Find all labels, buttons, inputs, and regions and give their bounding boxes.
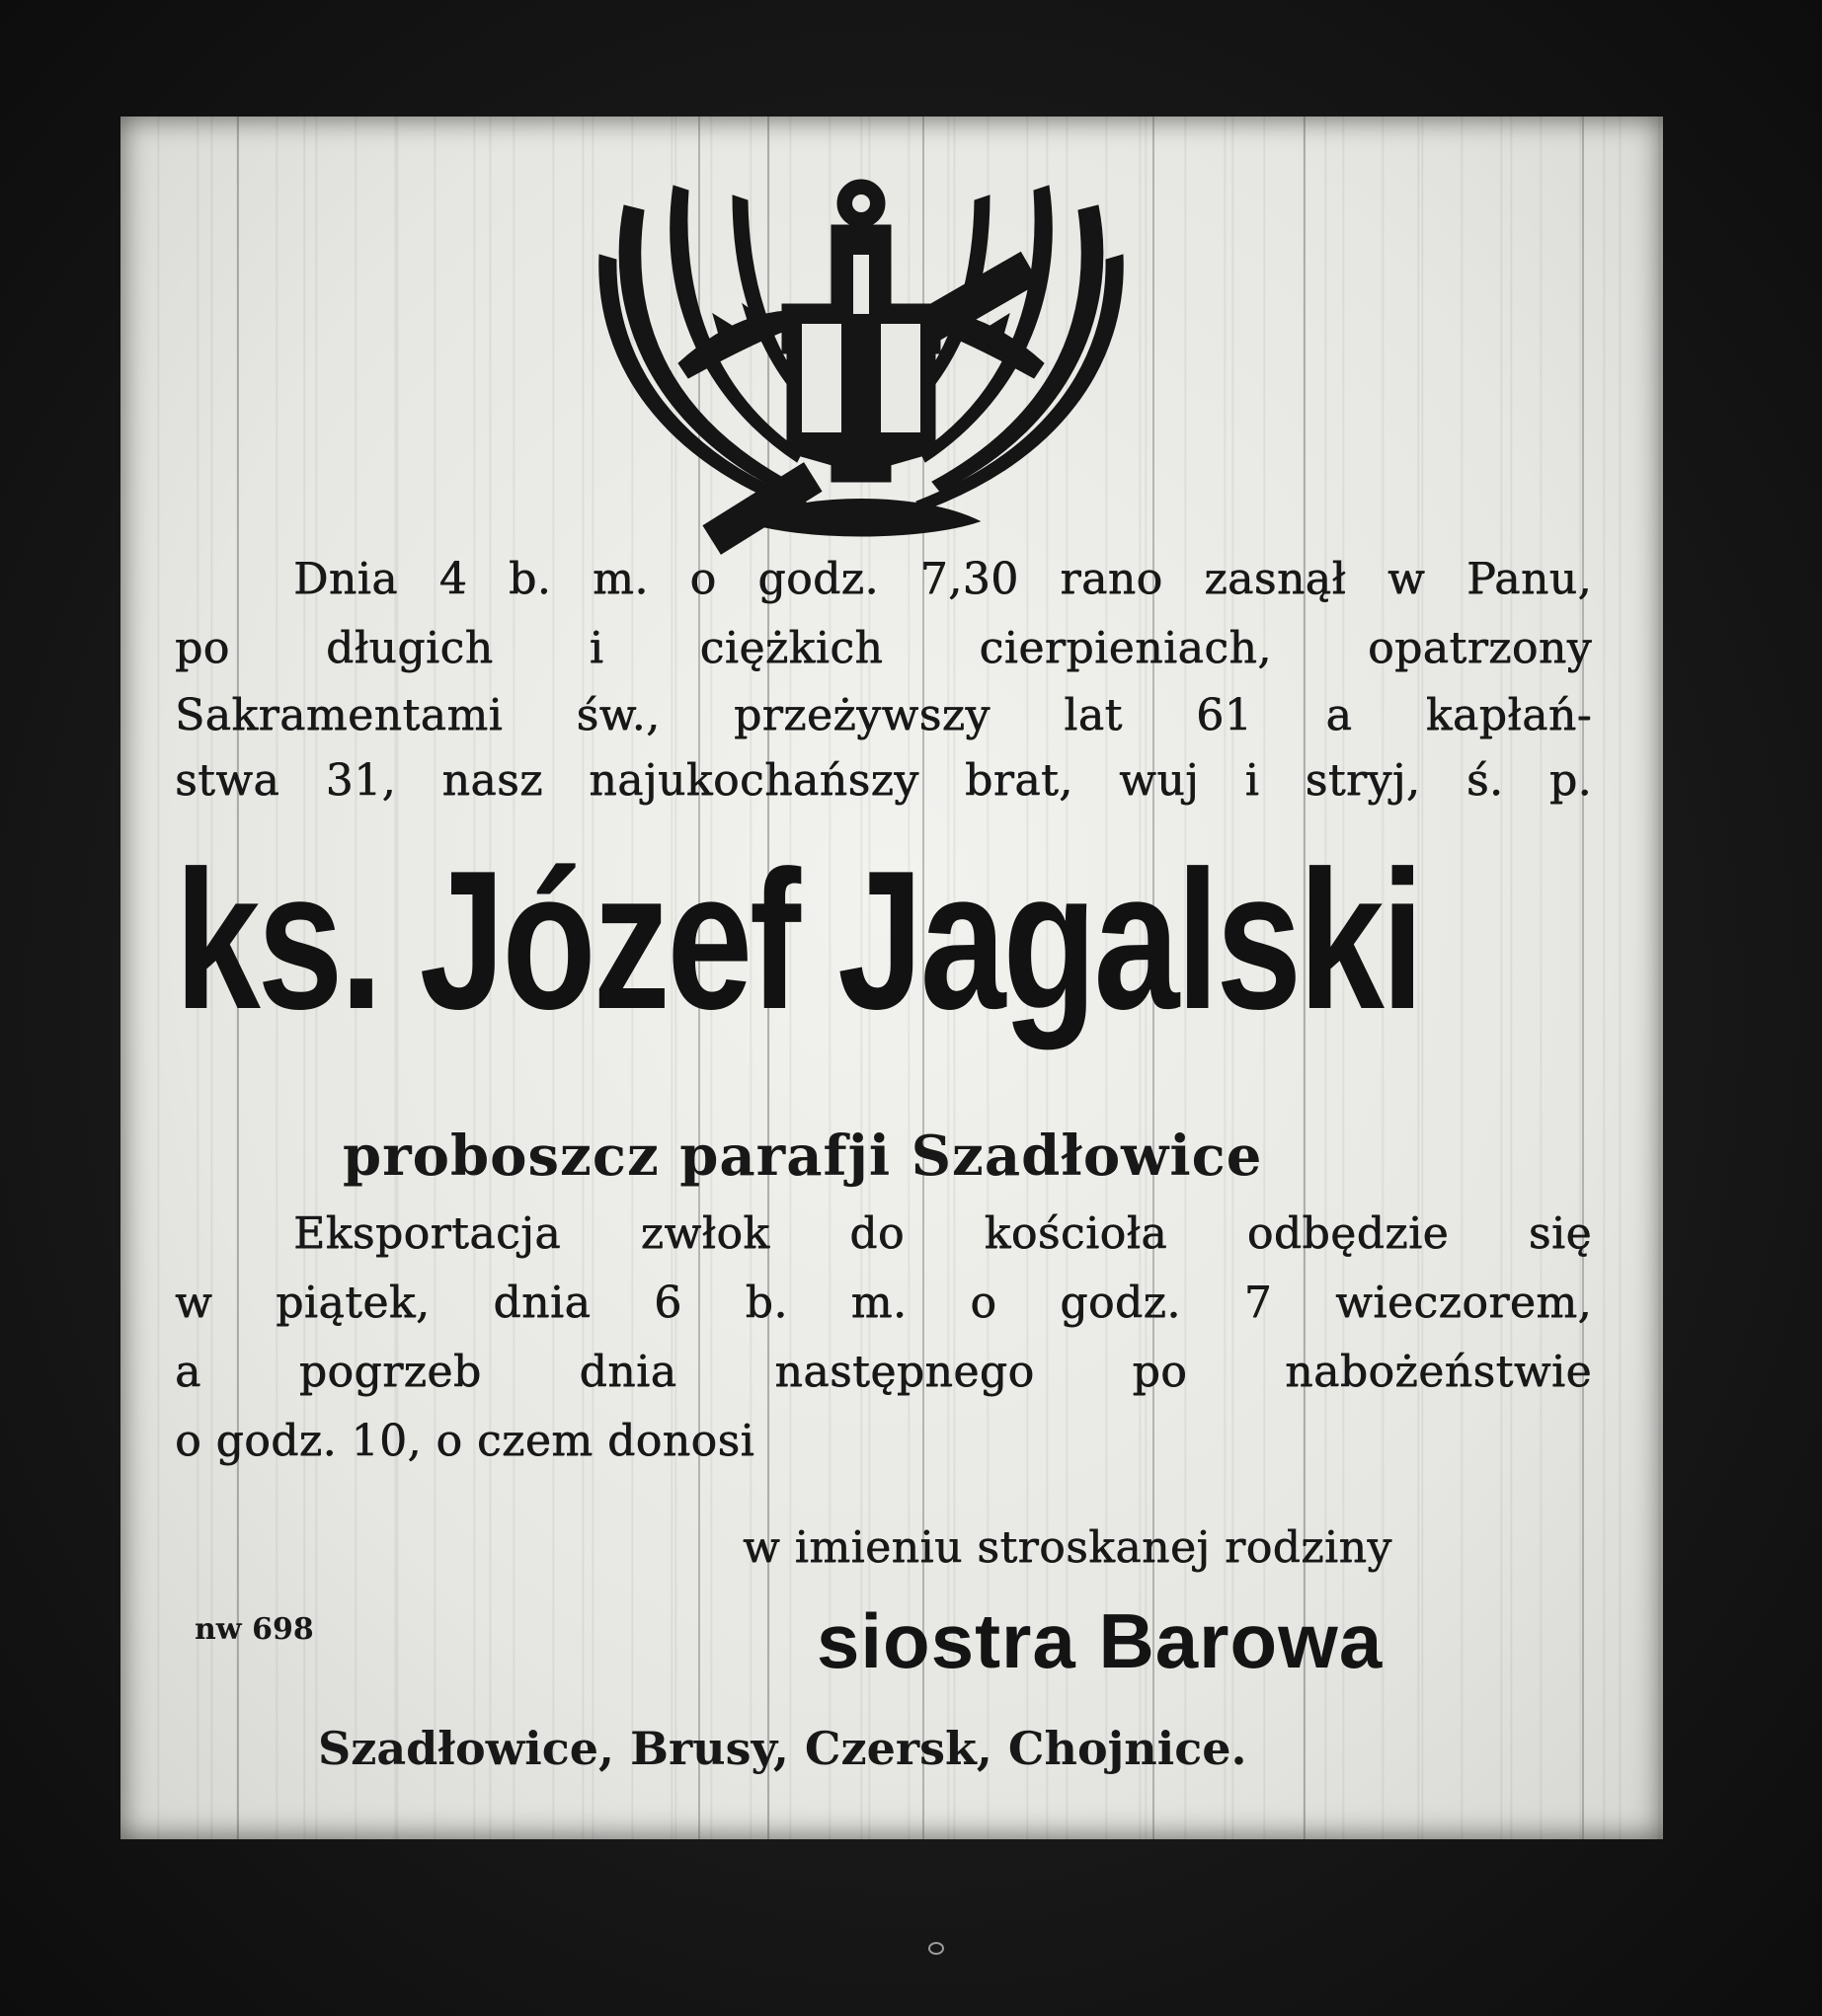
funeral-line-2: w piątek, dnia 6 b. m. o godz. 7 wieczorem, (175, 1278, 1592, 1328)
places-line: Szadłowice, Brusy, Czersk, Chojnice. (318, 1722, 1247, 1775)
notice-opening-line-4: stwa 31, nasz najukochańszy brat, wuj i stryj, ś. p. (175, 755, 1592, 806)
funeral-line-4: o godz. 10, o czem donosi (175, 1416, 755, 1466)
obituary-notice (120, 116, 1663, 1839)
notice-opening-line-1: Dnia 4 b. m. o godz. 7,30 rano zasnął w Panu, (293, 554, 1592, 604)
notice-opening-line-3: Sakramentami św., przeżywszy lat 61 a kapłań- (175, 690, 1592, 740)
funeral-line-1: Eksportacja zwłok do kościoła odbędzie się (293, 1208, 1592, 1259)
film-speck (928, 1942, 944, 1955)
deceased-name: ks. Józef Jagalski (175, 830, 1421, 1050)
reference-code: nw 698 (195, 1612, 314, 1647)
mourning-cross-wreath-icon (585, 166, 1138, 561)
on-behalf-line: w imieniu stroskanej rodziny (743, 1522, 1392, 1573)
film-scratch (1582, 116, 1584, 1839)
deceased-title: proboszcz parafji Szadłowice (343, 1124, 1263, 1189)
notice-opening-line-2: po długich i ciężkich cierpieniach, opatrzony (175, 623, 1592, 673)
signer-name: siostra Barowa (817, 1597, 1384, 1684)
funeral-line-3: a pogrzeb dnia następnego po nabożeństwie (175, 1347, 1592, 1397)
